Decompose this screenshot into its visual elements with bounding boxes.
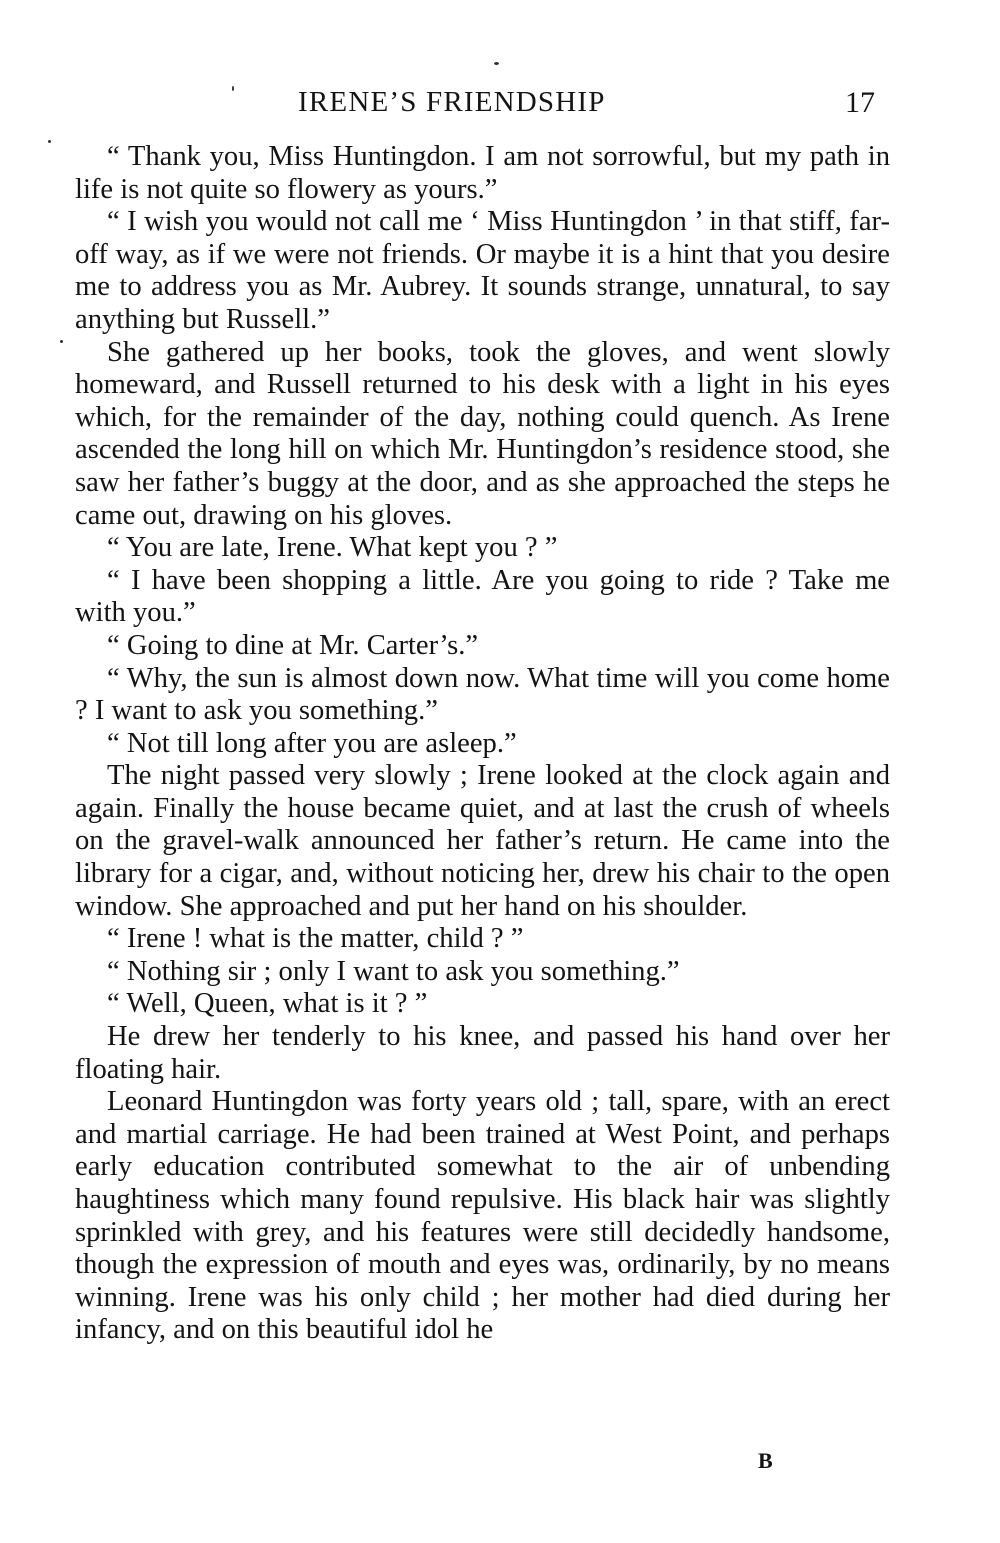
signature-mark: B [758,1448,773,1473]
paragraph: “ Not till long after you are asleep.” [107,727,517,759]
body-text [75,141,890,1347]
paragraph: “ Why, the sun is almost down now. What time will you come home ? I want to ask you something.” [75,662,890,727]
print-speck [60,340,63,343]
paragraph: “ I wish you would not call me ‘ Miss Huntingdon ’ in that stiff, far-off way, as if we were not friends. Or maybe it is a hint that you desire me to address you as Mr. Aubrey. It sounds strange, unnatural, to say anything but Russell.” [75,206,890,335]
paragraph: The night passed very slowly ; Irene looked at the clock again and again. Finally the house became quiet, and at last the crush of wheels on the gravel-walk announced her father’s return. He came into the library for a cigar, and, without noticing her, drew his chair to the open window. She approached and put her hand on his shoulder. [75,760,890,922]
paragraph: “ Irene ! what is the matter, child ? ” [107,923,524,955]
paragraph: She gathered up her books, took the gloves, and went slowly homeward, and Russell returned to his desk with a light in his eyes which, for the remainder of the day, nothing could quench. As Irene ascended the long hill on which Mr. Huntingdon’s residence stood, she saw her father’s buggy at the door, and as she approached the steps he came out, drawing on his gloves. [75,336,890,531]
paragraph: “ Well, Queen, what is it ? ” [107,988,428,1020]
paragraph: “ I have been shopping a little. Are you going to ride ? Take me with you.” [75,564,890,629]
page-header [0,86,1000,126]
running-title: IRENE’S FRIENDSHIP [298,86,606,118]
paragraph: “ Nothing sir ; only I want to ask you something.” [107,955,680,987]
page-number: 17 [845,86,875,119]
paragraph: He drew her tenderly to his knee, and passed his hand over her floating hair. [75,1021,890,1085]
print-speck [48,140,51,143]
print-speck [232,86,234,91]
paragraph: “ You are late, Irene. What kept you ? ” [107,532,558,564]
print-speck [494,62,499,65]
paragraph: “ Thank you, Miss Huntingdon. I am not sorrowful, but my path in life is not quite so flowery as yours.” [75,141,890,205]
paragraph: Leonard Huntingdon was forty years old ; tall, spare, with an erect and martial carriage. He had been trained at West Point, and perhaps early education contributed somewhat to the air of unbending haughtiness which many found repulsive. His black hair was slightly sprinkled with grey, and his features were still decidedly handsome, though the expression of mouth and eyes was, ordinarily, by no means winning. Irene was his only child ; her mother had died during her infancy, and on this beautiful idol he [75,1086,890,1346]
paragraph: “ Going to dine at Mr. Carter’s.” [107,629,479,661]
